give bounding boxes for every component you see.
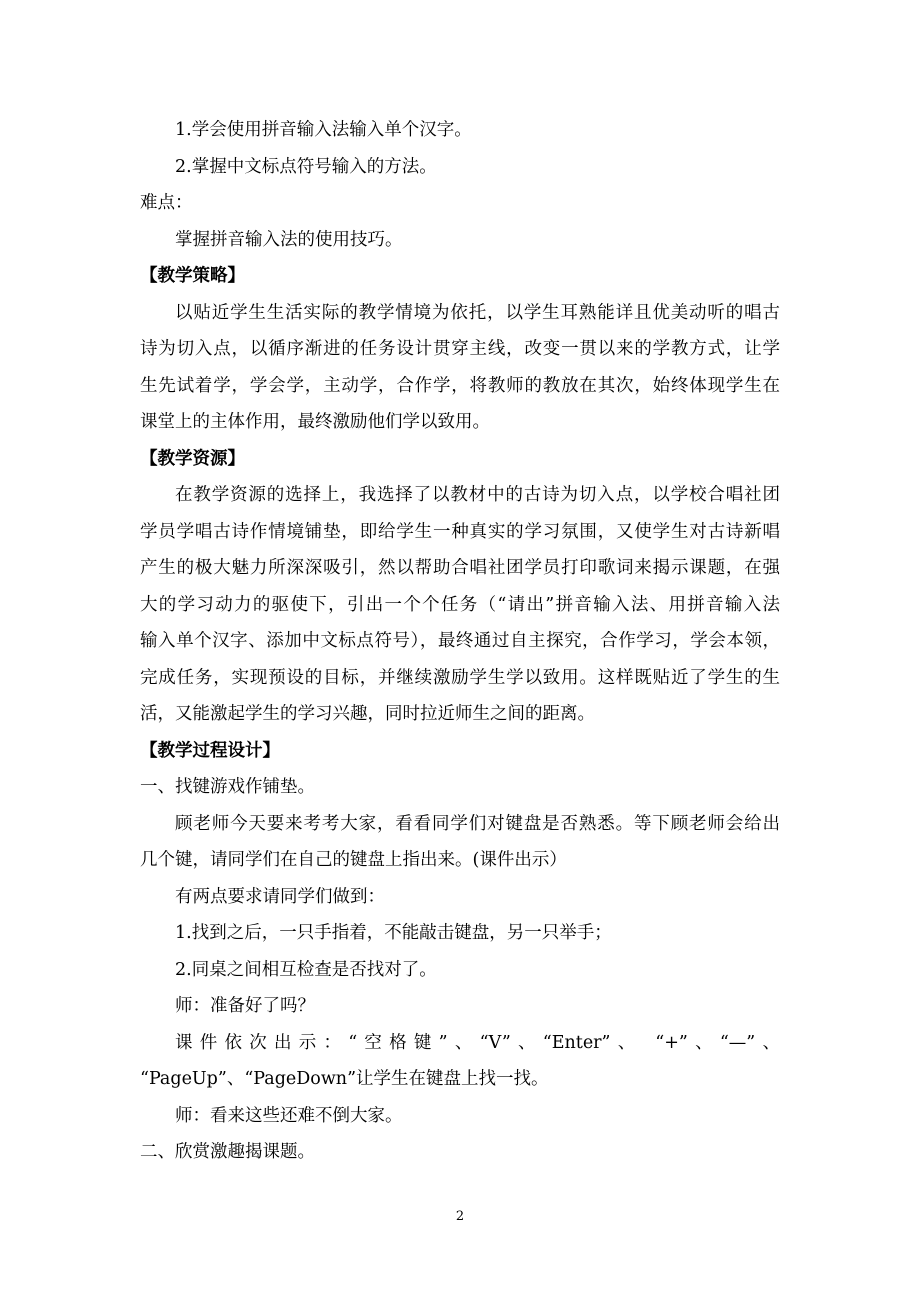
paragraph-line: 以贴近学生生活实际的教学情境为依托，以学生耳熟能详且优美动听的唱古 bbox=[175, 303, 780, 323]
paragraph-line: 产生的极大魅力所深深吸引，然以帮助合唱社团学员打印歌词来揭示课题，在强 bbox=[140, 558, 780, 578]
difficulty-label: 难点： bbox=[140, 193, 193, 213]
page-number: 2 bbox=[455, 1209, 465, 1224]
requirement-1: 1.找到之后，一只手指着，不能敲击键盘，另一只举手； bbox=[175, 923, 612, 943]
paragraph-line: 输入单个汉字、添加中文标点符号），最终通过自主探究，合作学习，学会本领， bbox=[140, 631, 780, 651]
paragraph-line: 活，又能激起学生的学习兴趣，同时拉近师生之间的距离。 bbox=[140, 704, 595, 724]
paragraph-line: 有两点要求请同学们做到： bbox=[175, 887, 385, 907]
section-heading-process: 【教学过程设计】 bbox=[140, 741, 280, 761]
paragraph-line: 学员学唱古诗作情境铺垫，即给学生一种真实的学习氛围，又使学生对古诗新唱 bbox=[140, 522, 780, 542]
difficulty-text: 掌握拼音输入法的使用技巧。 bbox=[175, 230, 403, 250]
paragraph-line: 几个键，请同学们在自己的键盘上指出来。(课件出示） bbox=[140, 850, 567, 870]
paragraph-line: 大的学习动力的驱使下，引出一个个任务（“请出”拼音输入法、用拼音输入法 bbox=[140, 595, 780, 615]
paragraph-line: 生先试着学，学会学，主动学，合作学，将教师的教放在其次，始终体现学生在 bbox=[140, 376, 780, 396]
teacher-line: 师：看来这些还难不倒大家。 bbox=[175, 1106, 403, 1126]
teacher-line: 师：准备好了吗？ bbox=[175, 996, 315, 1016]
section-heading-resources: 【教学资源】 bbox=[140, 449, 245, 469]
paragraph-line: 在教学资源的选择上，我选择了以教材中的古诗为切入点，以学校合唱社团 bbox=[175, 485, 780, 505]
paragraph-line: 完成任务，实现预设的目标，并继续激励学生学以致用。这样既贴近了学生的生 bbox=[140, 668, 780, 688]
objective-1: 1.学会使用拼音输入法输入单个汉字。 bbox=[175, 120, 472, 140]
objective-2: 2.掌握中文标点符号输入的方法。 bbox=[175, 157, 437, 177]
paragraph-line: 课件依次出示：“空格键”、“V”、“Enter”、 “+”、“—”、 bbox=[175, 1033, 780, 1053]
paragraph-line: 诗为切入点，以循序渐进的任务设计贯穿主线，改变一贯以来的学教方式，让学 bbox=[140, 339, 780, 359]
paragraph-line: “PageUp”、“PageDown”让学生在键盘上找一找。 bbox=[140, 1069, 549, 1089]
paragraph-line: 顾老师今天要来考考大家，看看同学们对键盘是否熟悉。等下顾老师会给出 bbox=[175, 814, 780, 834]
paragraph-line: 课堂上的主体作用，最终激励他们学以致用。 bbox=[140, 412, 490, 432]
requirement-2: 2.同桌之间相互检查是否找对了。 bbox=[175, 960, 437, 980]
step-heading-2: 二、欣赏激趣揭课题。 bbox=[140, 1142, 315, 1162]
section-heading-strategy: 【教学策略】 bbox=[140, 266, 245, 286]
step-heading-1: 一、找键游戏作铺垫。 bbox=[140, 777, 315, 797]
